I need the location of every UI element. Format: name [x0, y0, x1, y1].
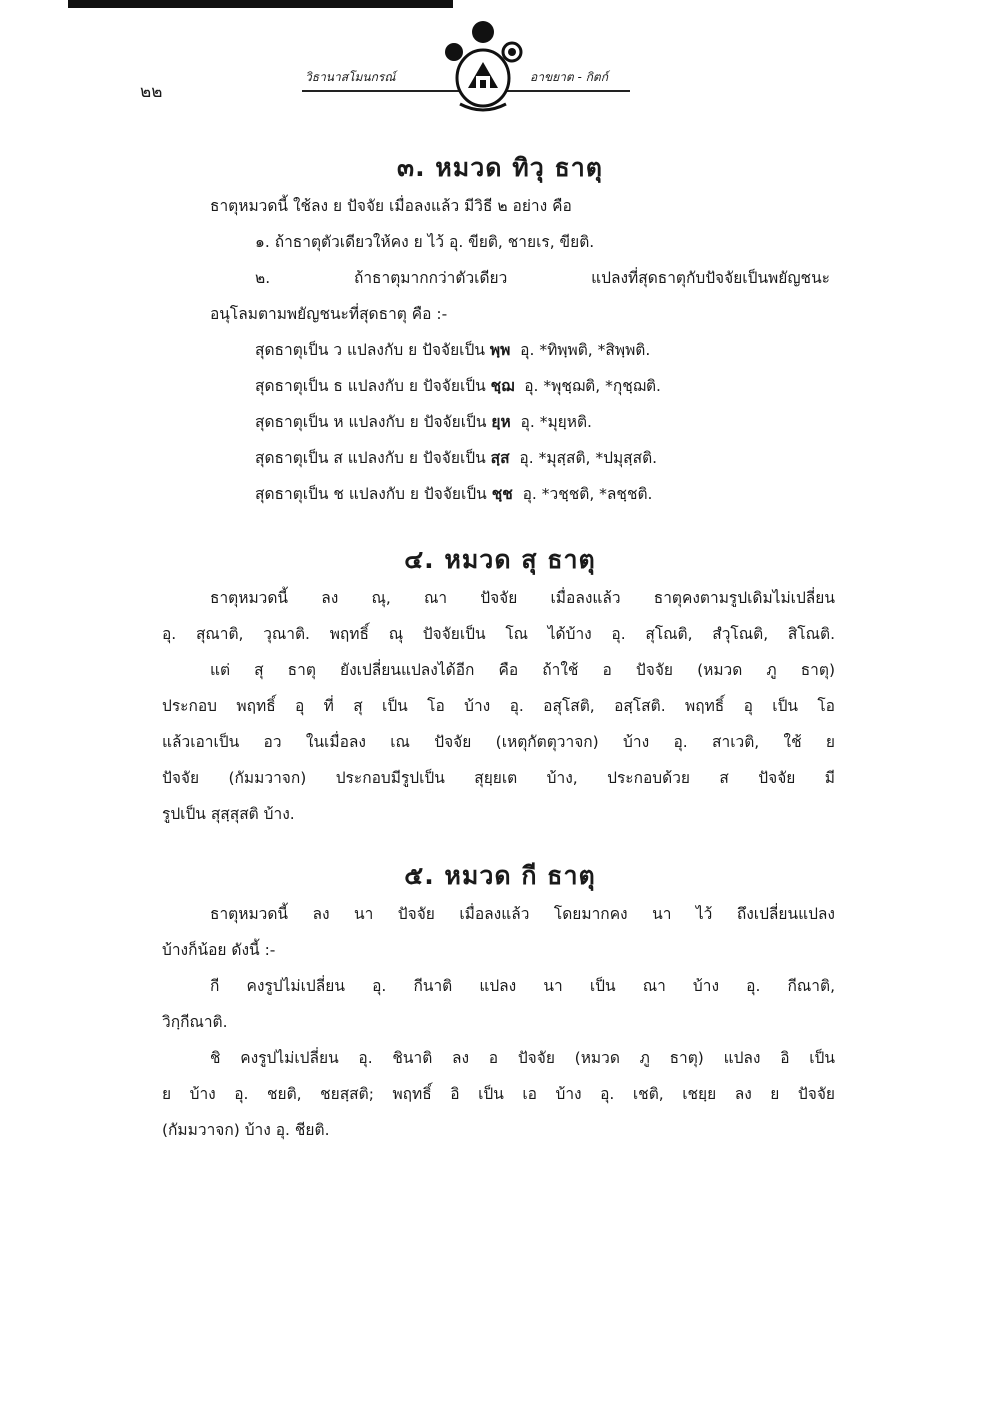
- header-chapter-title: อาขยาต - กิตก์: [530, 70, 608, 84]
- section-4-line: แต่ สุ ธาตุ ยังเปลี่ยนแปลงได้อีก คือ ถ้าใช้ อ ปัจจัย (หมวด ภู ธาตุ): [210, 661, 835, 679]
- section-4-heading: ๔. หมวด สุ ธาตุ: [404, 545, 596, 574]
- section-5-line: วิกฺกีณาติ.: [162, 1013, 228, 1031]
- page-header: [0, 0, 1000, 130]
- section-3-intro: ธาตุหมวดนี้ ใช้ลง ย ปัจจัย เมื่อลงแล้ว มีวิธี ๒ อย่าง คือ: [210, 197, 572, 215]
- header-book-title: วิธานาสโมนกรณ์: [305, 70, 396, 84]
- conversion-row: สุดธาตุเป็น ธ แปลงกับ ย ปัจจัยเป็น ชฺฌ อุ. *พุชฺฌติ, *กุชฺฌติ.: [255, 377, 661, 395]
- section-4-line: อุ. สุณาติ, วุณาติ. พฤทธิ์ ณุ ปัจจัยเป็น โณ ได้บ้าง อุ. สุโณติ, สํวุโณติ, สิโณติ.: [162, 625, 835, 643]
- emblem-icon: [438, 18, 528, 118]
- section-3-rule-1: ๑. ถ้าธาตุตัวเดียวให้คง ย ไว้ อุ. ขียติ, ชายเร, ขียติ.: [255, 233, 595, 251]
- conversion-row: สุดธาตุเป็น ห แปลงกับ ย ปัจจัยเป็น ยฺห อุ. *มุยฺหติ.: [255, 413, 592, 431]
- page-number: ๒๒: [140, 82, 163, 102]
- conversion-row: สุดธาตุเป็น ช แปลงกับ ย ปัจจัยเป็น ชฺช อุ. *วชฺชติ, *ลชฺชติ.: [255, 485, 653, 503]
- section-4-line: รูปเป็น สุสฺสุสติ บ้าง.: [162, 805, 295, 823]
- section-5-line: กี คงรูปไม่เปลี่ยน อุ. กีนาติ แปลง นา เป็น ณา บ้าง อุ. กีณาติ,: [210, 977, 835, 995]
- section-3-rule-2: ๒. ถ้าธาตุมากกว่าตัวเดียว แปลงที่สุดธาตุกับปัจจัยเป็นพยัญชนะ: [255, 269, 830, 287]
- section-5-heading: ๕. หมวด กี ธาตุ: [404, 861, 596, 890]
- section-4-line: แล้วเอาเป็น อว ในเมื่อลง เณ ปัจจัย (เหตุกัตตุวาจก) บ้าง อุ. สาเวติ, ใช้ ย: [162, 733, 835, 751]
- conversion-row: สุดธาตุเป็น ว แปลงกับ ย ปัจจัยเป็น พฺพ อุ. *ทิพฺพติ, *สิพฺพติ.: [255, 341, 651, 359]
- section-5-line: ธาตุหมวดนี้ ลง นา ปัจจัย เมื่อลงแล้ว โดยมากคง นา ไว้ ถึงเปลี่ยนแปลง: [210, 905, 835, 923]
- section-3-heading: ๓. หมวด ทิวุ ธาตุ: [397, 153, 603, 182]
- section-4-line: ประกอบ พฤทธิ์ อุ ที่ สุ เป็น โอ บ้าง อุ. อสุโสติ, อสฺโสติ. พฤทธิ์ อุ เป็น โอ: [162, 697, 835, 715]
- section-3-rule-2-cont: อนุโลมตามพยัญชนะที่สุดธาตุ คือ :-: [210, 305, 448, 323]
- section-4-line: ปัจจัย (กัมมวาจก) ประกอบมีรูปเป็น สุยฺยเต บ้าง, ประกอบด้วย ส ปัจจัย มี: [162, 769, 835, 787]
- section-5-line: ชิ คงรูปไม่เปลี่ยน อุ. ชินาติ ลง อ ปัจจัย (หมวด ภู ธาตุ) แปลง อิ เป็น: [210, 1049, 835, 1067]
- section-4-line: ธาตุหมวดนี้ ลง ณุ, ณา ปัจจัย เมื่อลงแล้ว ธาตุคงตามรูปเดิมไม่เปลี่ยน: [210, 589, 835, 607]
- section-5-line: ย บ้าง อุ. ชยติ, ชยสฺสติ; พฤทธิ์ อิ เป็น เอ บ้าง อุ. เชติ, เชยฺย ลง ย ปัจจัย: [162, 1085, 835, 1103]
- section-5-line: บ้างก็น้อย ดังนี้ :-: [162, 941, 276, 959]
- section-5-line: (กัมมวาจก) บ้าง อุ. ชียติ.: [162, 1121, 330, 1139]
- conversion-row: สุดธาตุเป็น ส แปลงกับ ย ปัจจัยเป็น สฺส อุ. *มุสฺสติ, *ปมุสฺสติ.: [255, 449, 658, 467]
